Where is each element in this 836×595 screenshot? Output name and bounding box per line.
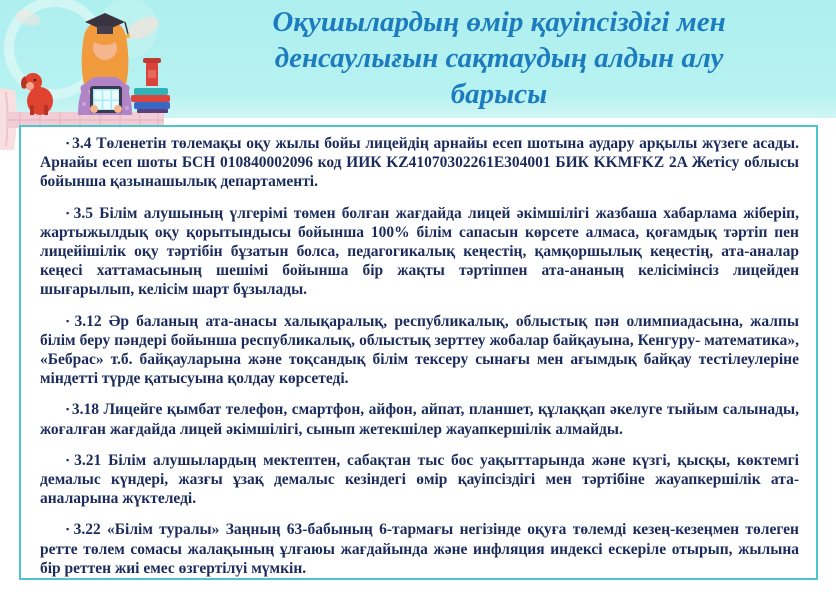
- paragraph-3-5-text: 3.5 Білім алушының үлгерімі төмен болған жағдайда лицей әкімшілігі жазбаша хабарлама жіберіп, жартыжылдық оқу қорытындысы бойынша 100% білім сапасын көрсете алмаса, қоғамдық тәртіп пен лицейішілік оқу тәртібін бұзатын болса, педагогикалық кеңестің, қамқоршылық кеңестің, ата-аналар кеңесі хаттамасының шешімі бойынша бір жақты тәртіппен ата-ананың келісімінсіз лицейден шығарылып, келісім шарт бұзылады.: [40, 204, 799, 299]
- paragraph-3-21: [40, 451, 799, 509]
- paragraph-3-21-text: 3.21 Білім алушылардың мектептен, сабақтан тыс бос уақыттарында және күзгі, қысқы, көктемгі демалыс күндері, жазғы ұзақ демалыс кезіндегі өмір қауіпсіздігі мен тәртібіне жауапкершілік ата-аналарына жүктеледі.: [40, 451, 799, 508]
- paragraph-3-18-text: 3.18 Лицейге қымбат телефон, смартфон, айфон, айпат, планшет, құлаққап әкелуге тыйым салынады, жоғалған жағдайда лицей әкімшілігі, сынып жетекшілер жауапкершілік алмайды.: [40, 401, 799, 438]
- bullet-icon: ▪: [66, 454, 73, 465]
- slide-title: [170, 4, 828, 112]
- slide-title-line-2: денсаулығын сақтаудың алдын алу: [274, 42, 724, 74]
- paragraph-3-4-text: 3.4 Төленетін төлемақы оқу жылы бойы лицейдің арнайы есеп шотына аудару арқылы жүзеге асады. Арнайы есеп шоты БСН 010840002096 код ИИК KZ41070302261E304001 БИК KKMFKZ 2A Жетісу облысы бойынша қазынашылық департаменті.: [40, 135, 799, 191]
- paragraph-3-22-text: 3.22 «Білім туралы» Заңның 63-бабының 6-тармағы негізінде оқуға төлемді кезең-кезеңмен төлеген ретте төлем сомасы жалақының ұлғаюы жағдайында және инфляция индексі ескеріле отырып, жылына бір реттен жиі емес өзгертілуі мүмкін.: [40, 521, 799, 577]
- bullet-icon: ▪: [66, 207, 72, 218]
- paragraph-3-18: [40, 400, 799, 438]
- books-trophy-icon: [131, 58, 170, 113]
- bullet-icon: ▪: [66, 315, 73, 326]
- bullet-icon: ▪: [66, 404, 70, 415]
- bullet-icon: ▪: [66, 524, 72, 535]
- paragraph-3-22: [40, 520, 799, 578]
- slide-title-line-1: Оқушылардың өмір қауіпсіздігі мен: [272, 6, 726, 38]
- bullet-icon: ▪: [66, 138, 71, 148]
- paragraph-3-4: [40, 134, 799, 192]
- paragraph-3-5: [40, 204, 799, 300]
- body-text-box: [19, 125, 818, 580]
- dog-icon: [21, 73, 53, 115]
- slide-title-line-3: барысы: [450, 78, 548, 110]
- paragraph-3-12: [40, 312, 799, 389]
- paragraph-3-12-text: 3.12 Әр баланың ата-анасы халықаралық, республикалық, облыстық пән олимпиадасына, жалпы білім беру пәндері бойынша республикалық, облыстық зерттеу жобалар байқауына, Кенгуру- математика», «Бебрас» т.б. байқауларына және тоқсандық білім тексеру сынағы мен ағымдық байқау тестілеулеріне міндетті түрде қатысуына қолдау көрсетеді.: [40, 312, 799, 388]
